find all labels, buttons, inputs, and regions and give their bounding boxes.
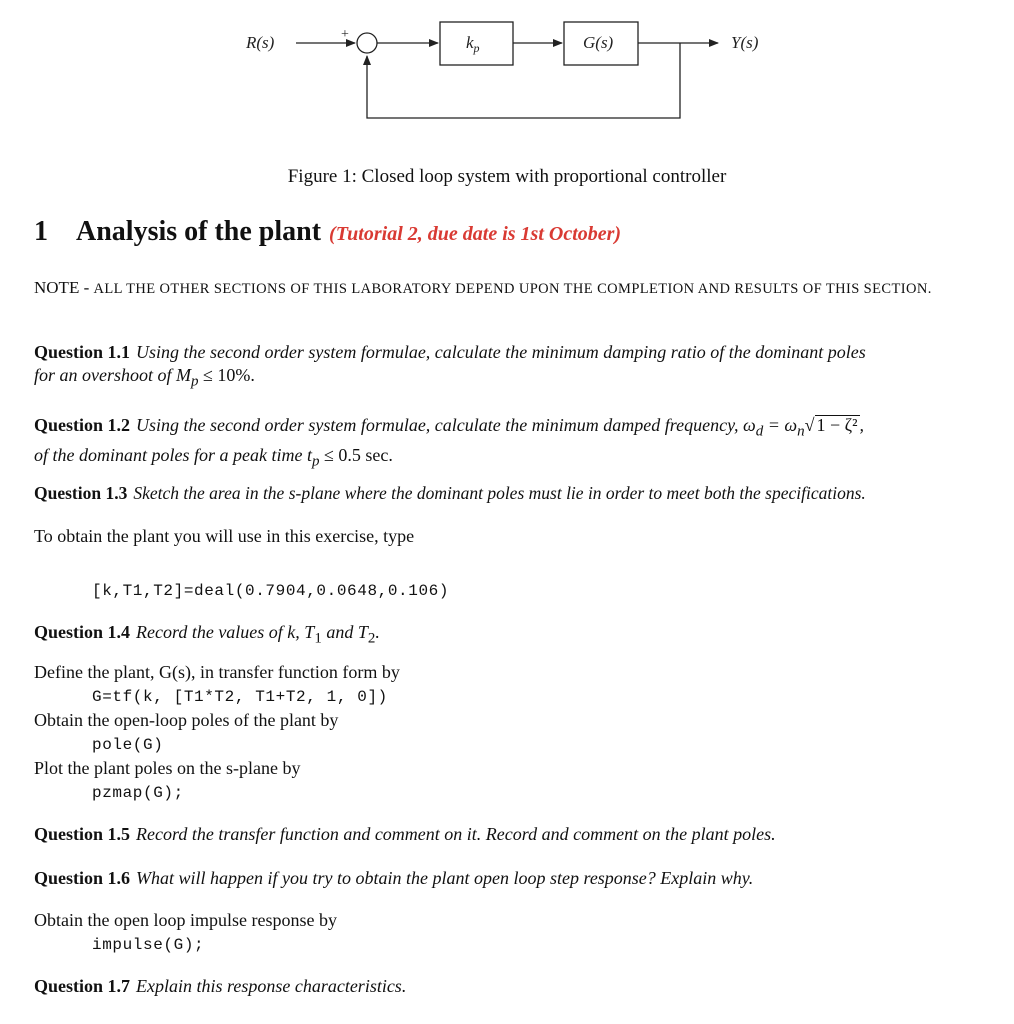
impulse-text: Obtain the open loop impulse response by — [34, 910, 337, 930]
note-paragraph — [34, 277, 974, 300]
code-pole: pole(G) — [92, 736, 164, 754]
question-label: Question 1.1 — [34, 342, 131, 362]
code-deal: [k,T1,T2]=deal(0.7904,0.0648,0.106) — [92, 582, 450, 600]
question-text: Record the transfer function and comment on it. Record and comment on the plant poles. — [136, 824, 776, 844]
controller-label: $k_p$ — [466, 33, 480, 55]
question-label: Question 1.3 — [34, 483, 128, 503]
question-text: What will happen if you try to obtain the plant open loop step response? Explain why. — [136, 868, 754, 888]
note-lead: NOTE - — [34, 278, 94, 297]
question-label: Question 1.7 — [34, 976, 131, 996]
figure-caption: Figure 1: Closed loop system with proportional controller — [287, 166, 727, 187]
question-1-2 — [34, 414, 864, 473]
question-1-4 — [34, 621, 380, 651]
note-text: ALL THE OTHER SECTIONS OF THIS LABORATORY DEPEND UPON THE COMPLETION AND RESULTS OF THIS SECTION. — [93, 281, 932, 297]
due-date: (Tutorial 2, due date is 1st October) — [329, 223, 622, 245]
question-text: Record the values of k, $T_1$ and $T_2$. — [136, 622, 380, 647]
question-text: Explain this response characteristics. — [136, 976, 407, 996]
question-label: Question 1.2 — [34, 415, 131, 435]
code-tf: G=tf(k, [T1*T2, T1+T2, 1, 0]) — [92, 688, 388, 706]
question-1-1 — [34, 341, 866, 394]
question-1-3 — [34, 482, 866, 505]
obtain-plant-text: To obtain the plant you will use in this exercise, type — [34, 526, 415, 546]
section-title — [76, 216, 621, 248]
plot-poles-text: Plot the plant poles on the s-plane by — [34, 758, 301, 778]
question-text: Using the second order system formulae, calculate the minimum damping ratio of the dominant poles — [136, 342, 866, 362]
define-plant-text: Define the plant, G(s), in transfer function form by — [34, 662, 400, 682]
question-label: Question 1.6 — [34, 868, 131, 888]
question-text: Using the second order system formulae, calculate the minimum damped frequency, $\omega_d = \omega_n√$ 1 − ζ² , — [136, 415, 865, 440]
output-label-y: Y(s) — [731, 33, 759, 52]
question-label: Question 1.5 — [34, 824, 131, 844]
block-diagram — [0, 0, 1014, 130]
input-label-r: R(s) — [246, 33, 275, 52]
plant-label: G(s) — [583, 33, 614, 52]
open-loop-poles-text: Obtain the open-loop poles of the plant by — [34, 710, 339, 730]
question-text: Sketch the area in the s-plane where the dominant poles must lie in order to meet both the specifications. — [133, 483, 866, 503]
question-label: Question 1.4 — [34, 622, 131, 642]
section-title-text: Analysis of the plant — [76, 216, 322, 247]
code-pzmap: pzmap(G); — [92, 784, 184, 802]
question-text-line2: for an overshoot of $M_p \le 10\%$. — [34, 365, 255, 390]
question-1-6 — [34, 867, 753, 890]
section-number: 1 — [34, 216, 48, 247]
summing-junction — [357, 33, 377, 53]
question-1-7 — [34, 975, 406, 998]
question-text-line2: of the dominant poles for a peak time $t_p \le 0.5$ sec. — [34, 444, 393, 470]
code-impulse: impulse(G); — [92, 936, 205, 954]
plus-sign: + — [341, 27, 349, 42]
question-1-5 — [34, 823, 776, 846]
